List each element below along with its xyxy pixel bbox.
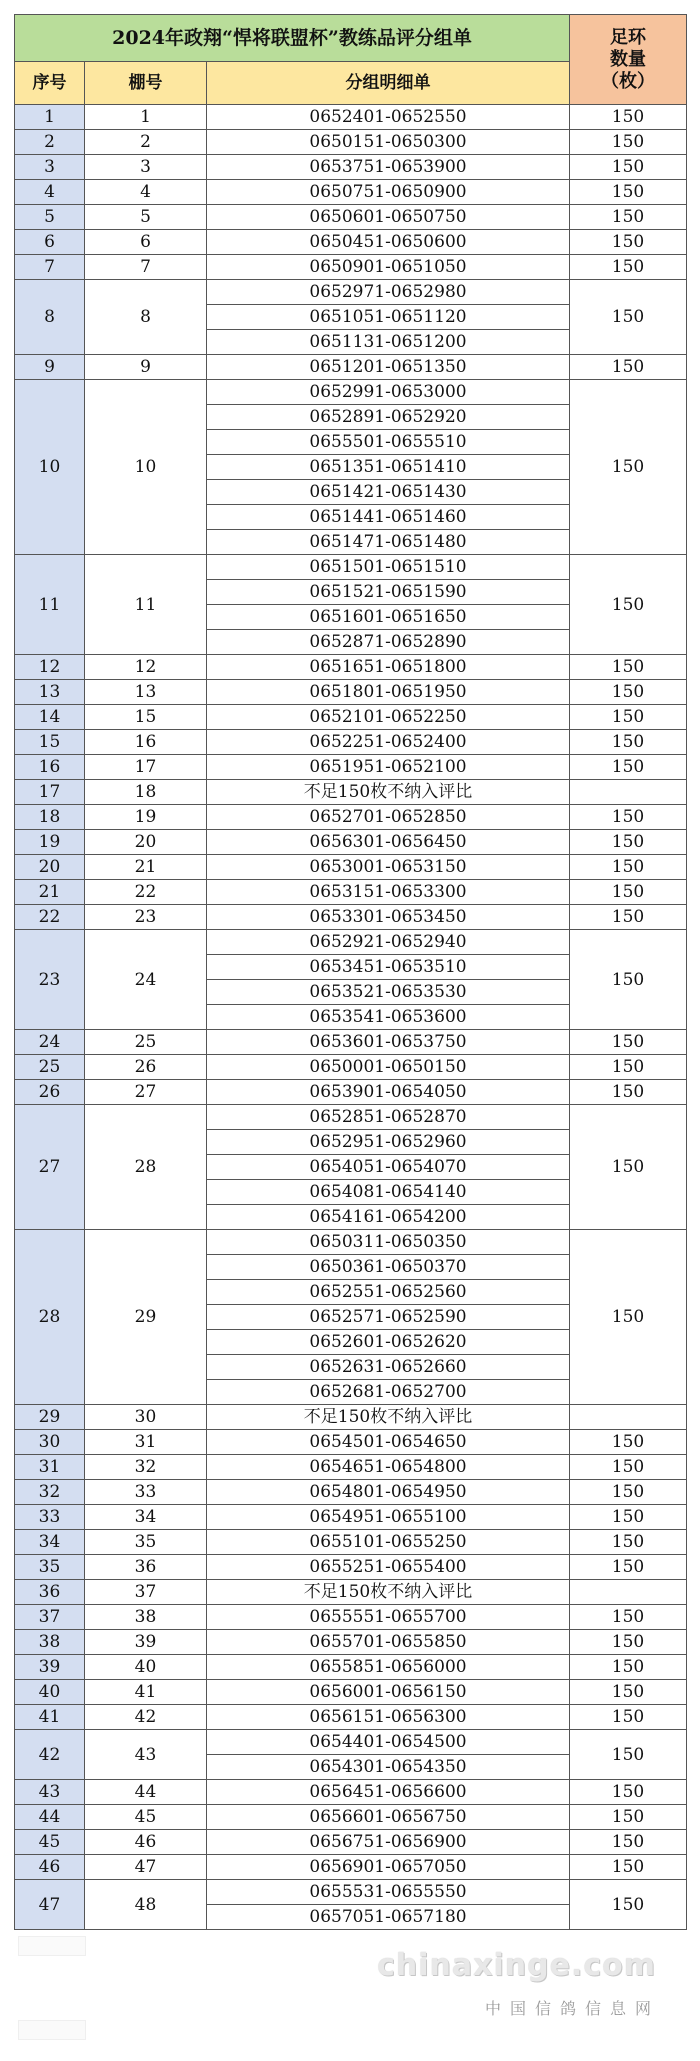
range-cell: 0654051-0654070	[207, 1155, 570, 1180]
range-cell: 0652401-0652550	[207, 105, 570, 130]
range-cell: 0654651-0654800	[207, 1455, 570, 1480]
table-row	[15, 1855, 687, 1880]
table-row	[15, 805, 687, 830]
seq-cell: 2	[15, 130, 85, 155]
pen-cell: 17	[85, 755, 207, 780]
table-row	[15, 1080, 687, 1105]
range-cell: 0651131-0651200	[207, 330, 570, 355]
qty-cell: 150	[570, 230, 687, 255]
range-cell: 0654301-0654350	[207, 1755, 570, 1780]
range-cell: 0653521-0653530	[207, 980, 570, 1005]
seq-cell: 38	[15, 1630, 85, 1655]
range-cell: 0650751-0650900	[207, 180, 570, 205]
range-cell: 0652851-0652870	[207, 1105, 570, 1130]
pen-cell: 30	[85, 1405, 207, 1430]
seq-cell: 47	[15, 1880, 85, 1930]
table-row	[15, 705, 687, 730]
seq-cell: 45	[15, 1830, 85, 1855]
table-row	[15, 880, 687, 905]
seq-cell: 19	[15, 830, 85, 855]
pen-cell: 35	[85, 1530, 207, 1555]
seq-cell: 4	[15, 180, 85, 205]
seq-cell: 36	[15, 1580, 85, 1605]
table-row	[15, 1530, 687, 1555]
pen-cell: 6	[85, 230, 207, 255]
qty-cell: 150	[570, 730, 687, 755]
table-row	[15, 255, 687, 280]
table-row	[15, 205, 687, 230]
range-cell: 0650601-0650750	[207, 205, 570, 230]
range-cell: 0650901-0651050	[207, 255, 570, 280]
seq-cell: 9	[15, 355, 85, 380]
table-row	[15, 1430, 687, 1455]
pen-cell: 25	[85, 1030, 207, 1055]
faded-cell-mark	[18, 2020, 86, 2040]
range-cell: 0652951-0652960	[207, 1130, 570, 1155]
pen-cell: 10	[85, 380, 207, 555]
table-row	[15, 1730, 687, 1755]
groups-column-header: 分组明细单	[207, 62, 570, 105]
table-row	[15, 1455, 687, 1480]
qty-cell: 150	[570, 1680, 687, 1705]
pen-cell: 41	[85, 1680, 207, 1705]
table-row	[15, 380, 687, 405]
seq-cell: 30	[15, 1430, 85, 1455]
range-cell: 0651521-0651590	[207, 580, 570, 605]
qty-cell: 150	[570, 255, 687, 280]
seq-cell: 6	[15, 230, 85, 255]
pen-cell: 13	[85, 680, 207, 705]
seq-cell: 15	[15, 730, 85, 755]
watermark-subtext: 中国信鸽信息网	[484, 1999, 660, 2018]
range-cell: 0652551-0652560	[207, 1280, 570, 1305]
pen-cell: 24	[85, 930, 207, 1030]
qty-cell: 150	[570, 755, 687, 780]
qty-header-line-3: （枚）	[601, 70, 655, 92]
range-cell: 0651651-0651800	[207, 655, 570, 680]
pen-cell: 23	[85, 905, 207, 930]
range-cell: 0652921-0652940	[207, 930, 570, 955]
range-cell: 0654951-0655100	[207, 1505, 570, 1530]
range-cell: 0656901-0657050	[207, 1855, 570, 1880]
range-cell: 0655851-0656000	[207, 1655, 570, 1680]
range-cell: 0650001-0650150	[207, 1055, 570, 1080]
pen-cell: 20	[85, 830, 207, 855]
range-cell: 0654401-0654500	[207, 1730, 570, 1755]
qty-cell: 150	[570, 830, 687, 855]
table-row	[15, 1555, 687, 1580]
qty-cell: 150	[570, 1455, 687, 1480]
table-row	[15, 105, 687, 130]
qty-cell: 150	[570, 1705, 687, 1730]
table-row	[15, 1105, 687, 1130]
qty-cell: 150	[570, 705, 687, 730]
pen-cell: 28	[85, 1105, 207, 1230]
table-body	[15, 105, 687, 1930]
table-row	[15, 1680, 687, 1705]
qty-cell: 150	[570, 1105, 687, 1230]
qty-cell: 150	[570, 1505, 687, 1530]
qty-cell: 150	[570, 180, 687, 205]
table-row	[15, 555, 687, 580]
range-cell: 0652571-0652590	[207, 1305, 570, 1330]
table-row	[15, 1830, 687, 1855]
qty-cell: 150	[570, 1555, 687, 1580]
pen-cell: 39	[85, 1630, 207, 1655]
table-row	[15, 730, 687, 755]
qty-cell: 150	[570, 1030, 687, 1055]
seq-cell: 5	[15, 205, 85, 230]
qty-cell: 150	[570, 380, 687, 555]
range-cell: 0656451-0656600	[207, 1780, 570, 1805]
seq-cell: 39	[15, 1655, 85, 1680]
table-row	[15, 1605, 687, 1630]
range-cell: 0654501-0654650	[207, 1430, 570, 1455]
pen-cell: 5	[85, 205, 207, 230]
seq-cell: 16	[15, 755, 85, 780]
range-cell: 0651601-0651650	[207, 605, 570, 630]
table-row	[15, 905, 687, 930]
range-cell: 0655551-0655700	[207, 1605, 570, 1630]
pen-cell: 2	[85, 130, 207, 155]
range-cell: 0652681-0652700	[207, 1380, 570, 1405]
qty-cell: 150	[570, 155, 687, 180]
seq-cell: 11	[15, 555, 85, 655]
qty-cell: 150	[570, 905, 687, 930]
seq-cell: 20	[15, 855, 85, 880]
seq-cell: 29	[15, 1405, 85, 1430]
qty-cell: 150	[570, 1655, 687, 1680]
table-row	[15, 1055, 687, 1080]
qty-cell: 150	[570, 555, 687, 655]
range-cell: 0654161-0654200	[207, 1205, 570, 1230]
seq-cell: 26	[15, 1080, 85, 1105]
range-cell: 0651501-0651510	[207, 555, 570, 580]
qty-header-line-1: 足环	[610, 26, 646, 48]
range-cell: 0652631-0652660	[207, 1355, 570, 1380]
seq-cell: 13	[15, 680, 85, 705]
pen-cell: 15	[85, 705, 207, 730]
pen-cell: 38	[85, 1605, 207, 1630]
qty-cell: 150	[570, 1880, 687, 1930]
range-cell: 0651801-0651950	[207, 680, 570, 705]
table-row	[15, 1230, 687, 1255]
table-row	[15, 155, 687, 180]
pen-cell: 4	[85, 180, 207, 205]
range-cell: 不足150枚不纳入评比	[207, 1580, 570, 1605]
range-cell: 0656601-0656750	[207, 1805, 570, 1830]
pen-cell: 32	[85, 1455, 207, 1480]
range-cell: 0655251-0655400	[207, 1555, 570, 1580]
range-cell: 0653541-0653600	[207, 1005, 570, 1030]
qty-cell: 150	[570, 1080, 687, 1105]
qty-cell: 150	[570, 280, 687, 355]
seq-cell: 23	[15, 930, 85, 1030]
table-row	[15, 1405, 687, 1430]
pen-cell: 7	[85, 255, 207, 280]
seq-cell: 12	[15, 655, 85, 680]
pen-cell: 31	[85, 1430, 207, 1455]
range-cell: 0651441-0651460	[207, 505, 570, 530]
table-row	[15, 130, 687, 155]
qty-cell: 150	[570, 1780, 687, 1805]
pen-cell: 3	[85, 155, 207, 180]
watermark-text: chinaxinge.com	[377, 1948, 656, 1983]
seq-cell: 32	[15, 1480, 85, 1505]
qty-cell	[570, 780, 687, 805]
pen-cell: 1	[85, 105, 207, 130]
seq-cell: 7	[15, 255, 85, 280]
pen-cell: 42	[85, 1705, 207, 1730]
qty-column-header	[570, 15, 687, 105]
range-cell: 0653901-0654050	[207, 1080, 570, 1105]
table-row	[15, 1580, 687, 1605]
qty-cell: 150	[570, 805, 687, 830]
qty-header-line-2: 数量	[610, 48, 646, 70]
qty-cell: 150	[570, 1730, 687, 1780]
pen-cell: 44	[85, 1780, 207, 1805]
range-cell: 0653451-0653510	[207, 955, 570, 980]
pen-cell: 33	[85, 1480, 207, 1505]
pen-cell: 26	[85, 1055, 207, 1080]
seq-cell: 8	[15, 280, 85, 355]
table-row	[15, 1630, 687, 1655]
qty-cell: 150	[570, 1630, 687, 1655]
table-row	[15, 230, 687, 255]
qty-cell: 150	[570, 1480, 687, 1505]
range-cell: 0654081-0654140	[207, 1180, 570, 1205]
pen-cell: 34	[85, 1505, 207, 1530]
seq-cell: 37	[15, 1605, 85, 1630]
table-row	[15, 280, 687, 305]
table-row	[15, 1705, 687, 1730]
range-cell: 0656751-0656900	[207, 1830, 570, 1855]
seq-cell: 46	[15, 1855, 85, 1880]
range-cell: 0655101-0655250	[207, 1530, 570, 1555]
range-cell: 0657051-0657180	[207, 1905, 570, 1930]
pen-cell: 27	[85, 1080, 207, 1105]
seq-cell: 31	[15, 1455, 85, 1480]
pen-cell: 16	[85, 730, 207, 755]
range-cell: 0655531-0655550	[207, 1880, 570, 1905]
range-cell: 0652101-0652250	[207, 705, 570, 730]
pen-cell: 9	[85, 355, 207, 380]
range-cell: 0651201-0651350	[207, 355, 570, 380]
range-cell: 0652871-0652890	[207, 630, 570, 655]
seq-cell: 25	[15, 1055, 85, 1080]
pen-cell: 22	[85, 880, 207, 905]
range-cell: 0651421-0651430	[207, 480, 570, 505]
pen-cell: 43	[85, 1730, 207, 1780]
table-row	[15, 680, 687, 705]
range-cell: 0652251-0652400	[207, 730, 570, 755]
qty-cell: 150	[570, 930, 687, 1030]
qty-cell: 150	[570, 880, 687, 905]
table-row	[15, 780, 687, 805]
seq-cell: 3	[15, 155, 85, 180]
range-cell: 0653601-0653750	[207, 1030, 570, 1055]
range-cell: 0653751-0653900	[207, 155, 570, 180]
range-cell: 0656001-0656150	[207, 1680, 570, 1705]
range-cell: 0653301-0653450	[207, 905, 570, 930]
seq-cell: 18	[15, 805, 85, 830]
seq-cell: 24	[15, 1030, 85, 1055]
seq-cell: 42	[15, 1730, 85, 1780]
seq-cell: 27	[15, 1105, 85, 1230]
seq-cell: 44	[15, 1805, 85, 1830]
table-row	[15, 1480, 687, 1505]
seq-cell: 43	[15, 1780, 85, 1805]
range-cell: 0651471-0651480	[207, 530, 570, 555]
table-row	[15, 1030, 687, 1055]
qty-cell: 150	[570, 1430, 687, 1455]
range-cell: 0656301-0656450	[207, 830, 570, 855]
range-cell: 0652971-0652980	[207, 280, 570, 305]
table-row	[15, 1880, 687, 1905]
range-cell: 0652601-0652620	[207, 1330, 570, 1355]
range-cell: 不足150枚不纳入评比	[207, 780, 570, 805]
table-row	[15, 930, 687, 955]
range-cell: 0656151-0656300	[207, 1705, 570, 1730]
range-cell: 0655501-0655510	[207, 430, 570, 455]
qty-cell: 150	[570, 1230, 687, 1405]
seq-cell: 1	[15, 105, 85, 130]
range-cell: 0650451-0650600	[207, 230, 570, 255]
table-row	[15, 830, 687, 855]
seq-cell: 14	[15, 705, 85, 730]
pen-cell: 40	[85, 1655, 207, 1680]
table-row	[15, 1655, 687, 1680]
pen-cell: 12	[85, 655, 207, 680]
pen-cell: 21	[85, 855, 207, 880]
pen-cell: 19	[85, 805, 207, 830]
qty-cell: 150	[570, 655, 687, 680]
qty-cell: 150	[570, 105, 687, 130]
seq-cell: 28	[15, 1230, 85, 1405]
table-row	[15, 1805, 687, 1830]
pen-cell: 11	[85, 555, 207, 655]
table-row	[15, 655, 687, 680]
range-cell: 0650361-0650370	[207, 1255, 570, 1280]
range-cell: 0650311-0650350	[207, 1230, 570, 1255]
range-cell: 0652991-0653000	[207, 380, 570, 405]
qty-cell	[570, 1580, 687, 1605]
table-row	[15, 755, 687, 780]
range-cell: 0650151-0650300	[207, 130, 570, 155]
pen-cell: 48	[85, 1880, 207, 1930]
seq-cell: 41	[15, 1705, 85, 1730]
qty-cell: 150	[570, 1055, 687, 1080]
qty-cell: 150	[570, 1605, 687, 1630]
pen-cell: 8	[85, 280, 207, 355]
seq-column-header: 序号	[15, 62, 85, 105]
range-cell: 0651951-0652100	[207, 755, 570, 780]
seq-cell: 21	[15, 880, 85, 905]
range-cell: 0654801-0654950	[207, 1480, 570, 1505]
table-row	[15, 855, 687, 880]
range-cell: 0652891-0652920	[207, 405, 570, 430]
qty-cell: 150	[570, 1530, 687, 1555]
seq-cell: 10	[15, 380, 85, 555]
sheet-title: 2024年政翔“悍将联盟杯”教练品评分组单	[15, 15, 570, 62]
seq-cell: 34	[15, 1530, 85, 1555]
table-row	[15, 1780, 687, 1805]
table-row	[15, 355, 687, 380]
table-row	[15, 180, 687, 205]
range-cell: 0652701-0652850	[207, 805, 570, 830]
pen-cell: 46	[85, 1830, 207, 1855]
pen-cell: 47	[85, 1855, 207, 1880]
pen-column-header: 棚号	[85, 62, 207, 105]
qty-cell	[570, 1405, 687, 1430]
range-cell: 0651051-0651120	[207, 305, 570, 330]
qty-cell: 150	[570, 1830, 687, 1855]
pen-cell: 45	[85, 1805, 207, 1830]
table-row	[15, 1505, 687, 1530]
seq-cell: 33	[15, 1505, 85, 1530]
seq-cell: 17	[15, 780, 85, 805]
group-list-table	[14, 14, 687, 1930]
seq-cell: 40	[15, 1680, 85, 1705]
qty-cell: 150	[570, 855, 687, 880]
qty-cell: 150	[570, 205, 687, 230]
qty-cell: 150	[570, 355, 687, 380]
pen-cell: 36	[85, 1555, 207, 1580]
pen-cell: 37	[85, 1580, 207, 1605]
seq-cell: 35	[15, 1555, 85, 1580]
qty-cell: 150	[570, 1855, 687, 1880]
qty-cell: 150	[570, 1805, 687, 1830]
qty-cell: 150	[570, 680, 687, 705]
range-cell: 0651351-0651410	[207, 455, 570, 480]
range-cell: 不足150枚不纳入评比	[207, 1405, 570, 1430]
range-cell: 0653151-0653300	[207, 880, 570, 905]
range-cell: 0653001-0653150	[207, 855, 570, 880]
pen-cell: 29	[85, 1230, 207, 1405]
range-cell: 0655701-0655850	[207, 1630, 570, 1655]
faded-cell-mark	[18, 1936, 86, 1956]
seq-cell: 22	[15, 905, 85, 930]
qty-cell: 150	[570, 130, 687, 155]
pen-cell: 18	[85, 780, 207, 805]
